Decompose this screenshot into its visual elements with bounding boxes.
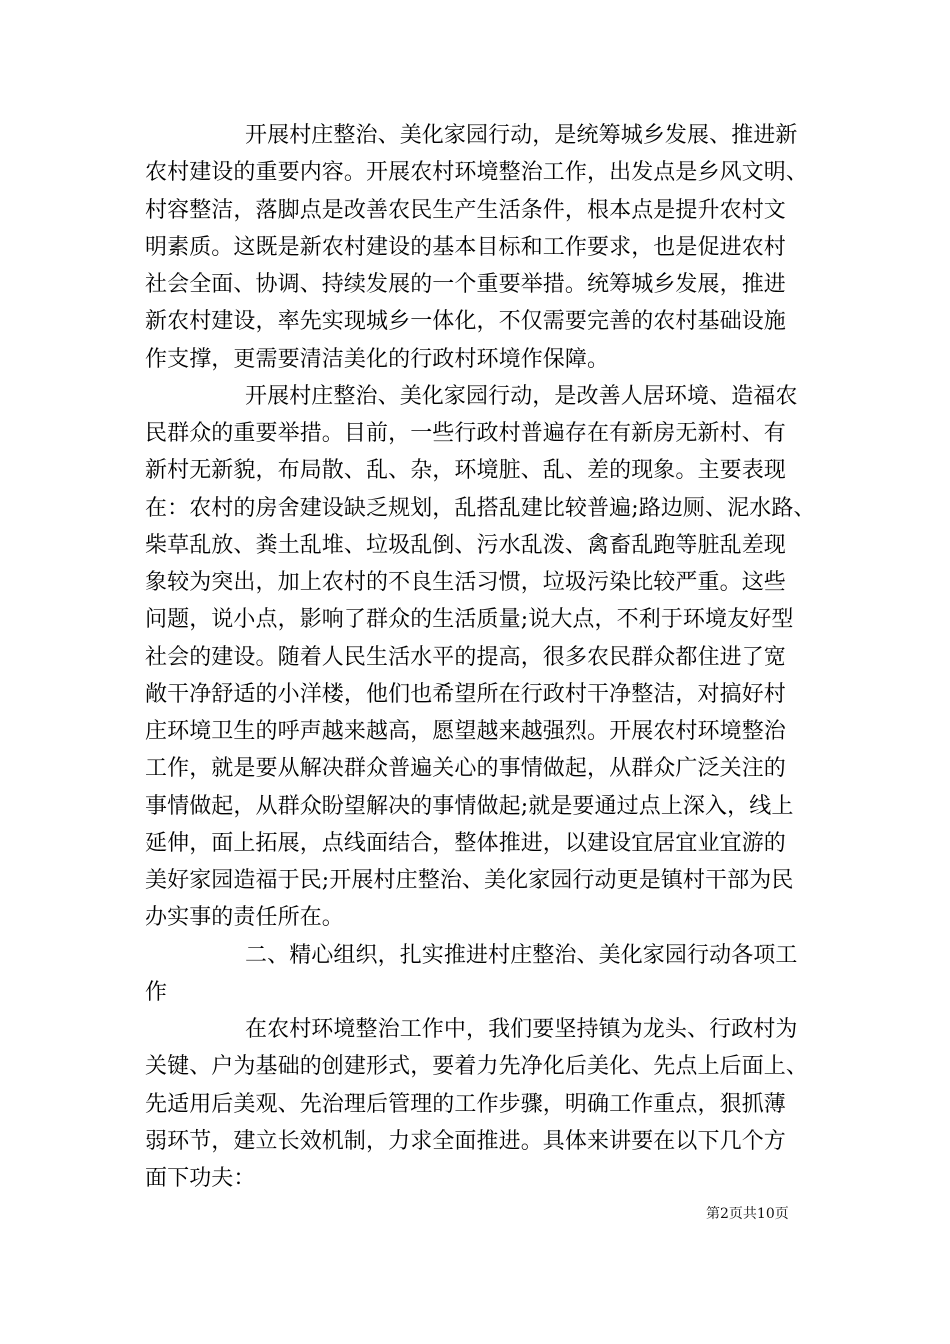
text-line: 柴草乱放、粪土乱堆、垃圾乱倒、污水乱泼、禽畜乱跑等脏乱差现 — [145, 532, 786, 558]
text-line: 问题，说小点，影响了群众的生活质量;说大点，不利于环境友好型 — [145, 607, 794, 633]
text-line: 先适用后美观、先治理后管理的工作步骤，明确工作重点，狠抓薄 — [145, 1091, 786, 1117]
text-line: 美好家园造福于民;开展村庄整治、美化家园行动更是镇村干部为民 — [145, 868, 794, 893]
text-line: 事情做起，从群众盼望解决的事情做起;就是要通过点上深入，线上 — [145, 793, 794, 819]
section-heading — [145, 937, 825, 1012]
text-line: 开展村庄整治、美化家园行动，是改善人居环境、造福农 — [245, 383, 798, 409]
text-line: 面下功夫： — [145, 1166, 256, 1191]
text-line: 新农村建设，率先实现城乡一体化，不仅需要完善的农村基础设施 — [145, 309, 786, 335]
text-line: 庄环境卫生的呼声越来越高，愿望越来越强烈。开展农村环境整治 — [145, 719, 786, 744]
paragraph — [145, 378, 825, 937]
text-line: 在：农村的房舍建设缺乏规划，乱搭乱建比较普遍;路边厕、泥水路、 — [145, 495, 816, 521]
text-line: 社会全面、协调、持续发展的一个重要举措。统筹城乡发展，推进 — [145, 272, 786, 297]
text-line: 新村无新貌，布局散、乱、杂，环境脏、乱、差的现象。主要表现 — [145, 458, 786, 484]
text-line: 二、精心组织，扎实推进村庄整治、美化家园行动各项工 — [245, 942, 798, 968]
text-line: 村容整洁，落脚点是改善农民生产生活条件，根本点是提升农村文 — [145, 197, 786, 223]
text-line: 作支撑，更需要清洁美化的行政村环境作保障。 — [145, 346, 610, 372]
paragraph — [145, 1011, 825, 1197]
paragraph — [145, 117, 825, 378]
text-line: 弱环节，建立长效机制，力求全面推进。具体来讲要在以下几个方 — [145, 1128, 786, 1154]
text-line: 延伸，面上拓展，点线面结合，整体推进，以建设宜居宜业宜游的 — [145, 830, 786, 856]
text-line: 在农村环境整治工作中，我们要坚持镇为龙头、行政村为 — [245, 1017, 798, 1042]
page-number: 第2页共10页 — [706, 1206, 789, 1222]
text-line: 明素质。这既是新农村建设的基本目标和工作要求，也是促进农村 — [145, 234, 786, 260]
text-line: 敞干净舒适的小洋楼，他们也希望所在行政村干净整洁，对搞好村 — [145, 681, 786, 707]
text-line: 开展村庄整治、美化家园行动，是统筹城乡发展、推进新 — [245, 123, 798, 148]
text-line: 办实事的责任所在。 — [145, 905, 344, 931]
text-line: 象较为突出，加上农村的不良生活习惯，垃圾污染比较严重。这些 — [145, 570, 786, 595]
text-line: 关键、户为基础的创建形式，要着力先净化后美化、先点上后面上、 — [145, 1054, 809, 1080]
text-line: 民群众的重要举措。目前，一些行政村普遍存在有新房无新村、有 — [145, 421, 786, 446]
text-line: 社会的建设。随着人民生活水平的提高，很多农民群众都住进了宽 — [145, 644, 786, 670]
text-line: 作 — [145, 979, 168, 1005]
text-line: 工作，就是要从解决群众普遍关心的事情做起，从群众广泛关注的 — [145, 756, 786, 782]
text-line: 农村建设的重要内容。开展农村环境整治工作，出发点是乡风文明、 — [145, 160, 809, 186]
document-body — [145, 117, 825, 1197]
